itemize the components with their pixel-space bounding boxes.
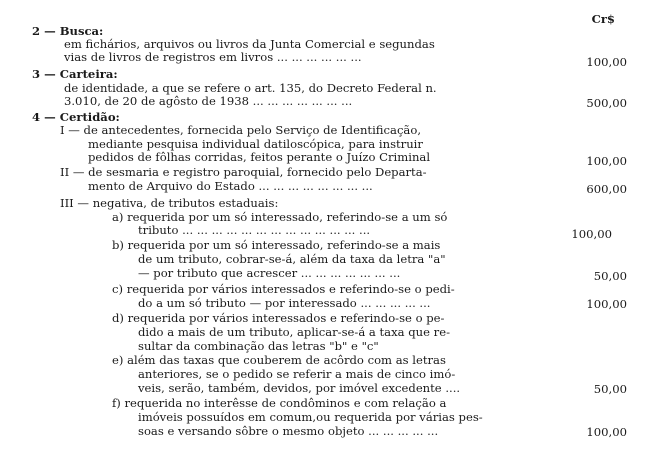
certidao-i-line: I — de antecedentes, fornecida pelo Serviço de Identificação, — [60, 123, 422, 137]
certidao-iii-b-line: — por tributo que acrescer ... ... ... ... ... ... ... — [138, 266, 401, 280]
item-carteira-line: de identidade, a que se refere o art. 135, do Decreto Federal n. — [64, 81, 437, 95]
certidao-iii-f-amount: 100,00 — [586, 425, 627, 439]
certidao-iii-f-line: f) requerida no interêsse de condôminos e com relação a — [112, 396, 447, 410]
certidao-iii-c-amount: 100,00 — [586, 297, 627, 311]
certidao-iii-c-line: do a um só tributo — por interessado ... ... ... ... ... — [138, 296, 431, 310]
item-carteira-title: 3 — Carteira: — [32, 67, 118, 81]
certidao-ii-line: II — de sesmaria e registro paroquial, fornecido pelo Departa- — [60, 165, 427, 179]
currency-header: Cr$ — [591, 12, 615, 26]
certidao-iii-b-line: de um tributo, cobrar-se-á, além da taxa da letra "a" — [138, 252, 446, 266]
certidao-ii-line: mento de Arquivo do Estado ... ... ... ... ... ... ... ... — [88, 179, 373, 193]
certidao-iii-a-line: tributo ... ... ... ... ... ... ... ... ... ... ... ... ... — [138, 223, 371, 237]
certidao-iii-a-line: a) requerida por um só interessado, referindo-se a um só — [112, 210, 448, 224]
item-busca-amount: 100,00 — [586, 55, 627, 69]
certidao-iii-c-line: c) requerida por vários interessados e referindo-se o pedi- — [112, 282, 455, 296]
certidao-iii-f-line: imóveis possuídos em comum,ou requerida por várias pes- — [138, 410, 483, 424]
certidao-iii-a-amount: 100,00 — [571, 227, 612, 241]
certidao-iii-d-line: d) requerida por vários interessados e referindo-se o pe- — [112, 311, 445, 325]
certidao-i-amount: 100,00 — [586, 154, 627, 168]
item-busca-title: 2 — Busca: — [32, 24, 104, 38]
certidao-iii-f-line: soas e versando sôbre o mesmo objeto ... ... ... ... ... — [138, 424, 439, 438]
item-busca-line: em fichários, arquivos ou livros da Junta Comercial e segundas — [64, 37, 435, 51]
item-carteira-amount: 500,00 — [586, 96, 627, 110]
certidao-iii-intro: III — negativa, de tributos estaduais: — [60, 196, 279, 210]
certidao-iii-b-line: b) requerida por um só interessado, referindo-se a mais — [112, 238, 441, 252]
certidao-i-line: mediante pesquisa individual datiloscópica, para instruir — [88, 137, 423, 151]
certidao-iii-e-line: e) além das taxas que couberem de acôrdo com as letras — [112, 353, 446, 367]
certidao-iii-b-amount: 50,00 — [593, 269, 627, 283]
item-busca-line: vias de livros de registros em livros ... ... ... ... ... ... — [64, 50, 362, 64]
item-carteira-line: 3.010, de 20 de agôsto de 1938 ... ... ... ... ... ... ... — [64, 94, 353, 108]
certidao-iii-e-line: anteriores, se o pedido se referir a mais de cinco imó- — [138, 367, 456, 381]
certidao-i-line: pedidos de fôlhas corridas, feitos perante o Juízo Criminal — [88, 150, 431, 164]
certidao-ii-amount: 600,00 — [586, 182, 627, 196]
item-certidao-title: 4 — Certidão: — [32, 110, 120, 124]
certidao-iii-d-line: dido a mais de um tributo, aplicar-se-á a taxa que re- — [138, 325, 450, 339]
certidao-iii-e-line: veis, serão, também, devidos, por imóvel excedente .... — [138, 381, 461, 395]
certidao-iii-e-amount: 50,00 — [593, 382, 627, 396]
certidao-iii-d-line: sultar da combinação das letras "b" e "c" — [138, 339, 379, 353]
